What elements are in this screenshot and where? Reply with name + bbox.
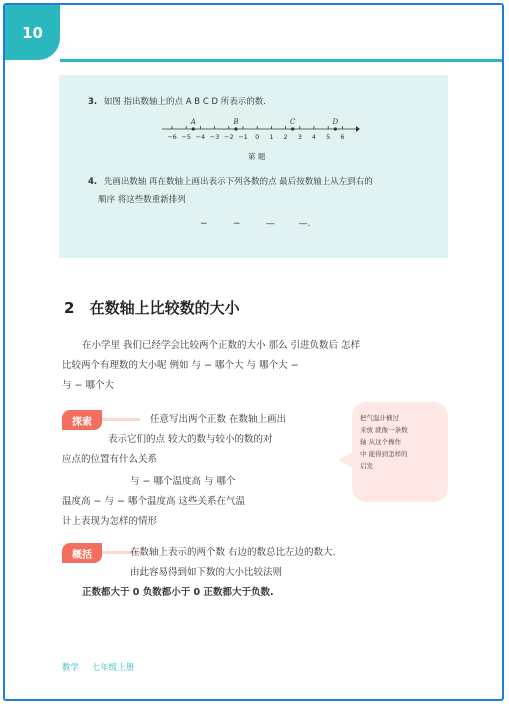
summary-tag: 概括 (62, 543, 102, 563)
intro-line-3: 与 − 哪个大 (62, 380, 114, 391)
section-number: 2 (64, 299, 75, 317)
explore-line-4: 与 − 哪个温度高 与 哪个 (130, 476, 236, 487)
footer-grade: 七年级上册 (91, 663, 135, 673)
exercise-4-number: 4. (88, 177, 98, 187)
intro-line-2: 比较两个有理数的大小呢 例如 与 − 哪个大 与 哪个大 − (62, 360, 299, 371)
header-rule (60, 59, 502, 62)
number-line-tick-label: 2 (283, 133, 288, 141)
number-line-point (291, 127, 294, 130)
hint-bubble-tail (338, 452, 353, 468)
number-line-tick-label: 4 (311, 133, 317, 141)
summary-line-2: 由此容易得到如下数的大小比较法则 (130, 567, 283, 578)
hint-bubble (352, 402, 448, 502)
number-line-arrow (356, 126, 360, 132)
number-line-tick-label: −4 (195, 133, 206, 141)
hint-line-3: 轴 从这个操作 (360, 438, 402, 446)
exercise-4-line2: 顺序 将这些数重新排列 (98, 195, 186, 205)
number-line-tick-label: 5 (326, 133, 331, 141)
hint-line-2: 来放 就像一条数 (360, 426, 408, 434)
number-line-tick-label: −2 (224, 133, 234, 141)
exercise-3-number: 3. (88, 97, 98, 107)
blank-1: − (200, 219, 208, 229)
number-line-tick-label: 6 (340, 133, 345, 141)
header-band (5, 5, 502, 63)
exercise-3 (88, 95, 266, 107)
exercise-4-answer-blanks (200, 219, 329, 229)
exercise-4 (88, 175, 373, 187)
number-line-point (192, 127, 195, 130)
number-line-point-label: B (233, 118, 239, 126)
exercise-4-line1: 先画出数轴 再在数轴上画出表示下列各数的点 最后按数轴上从左到右的 (103, 177, 373, 187)
explore-tag: 探索 (62, 410, 102, 430)
explore-line-5: 温度高 − 与 − 哪个温度高 这些关系在气温 (62, 496, 246, 507)
hint-line-1: 把气温计横过 (360, 414, 399, 422)
footer-subject: 数学 (62, 663, 80, 673)
explore-line-6: 计上表现为怎样的情形 (62, 516, 158, 527)
number-line-tick-label: −3 (209, 133, 220, 141)
number-line-caption: 第 题 (248, 152, 266, 161)
number-line-point-label: C (290, 118, 296, 126)
blank-3: — (265, 219, 275, 229)
summary-line-1: 在数轴上表示的两个数 右边的数总比左边的数大. (130, 547, 336, 558)
explore-line-1: 任意写出两个正数 在数轴上画出 (150, 414, 287, 425)
explore-line-2: 表示它们的点 较大的数与较小的数的对 (108, 434, 273, 445)
section-title: 在数轴上比较数的大小 (89, 299, 240, 317)
number-line-point-label: A (190, 118, 196, 126)
number-line-tick-label: 3 (297, 133, 302, 141)
intro-line-1: 在小学里 我们已经学会比较两个正数的大小 那么 引进负数后 怎样 (82, 340, 361, 351)
section-heading (64, 297, 240, 318)
blank-4: —. (298, 219, 311, 229)
page-number: 10 (5, 5, 60, 60)
exercise-3-text: 如图 指出数轴上的点 A B C D 所表示的数. (103, 97, 266, 107)
number-line-tick-label: −1 (238, 133, 248, 141)
hint-line-4: 中 能得到怎样的 (360, 450, 408, 458)
number-line-tick-label: −6 (167, 133, 177, 141)
number-line-tick-label: 0 (255, 133, 260, 141)
number-line-tick-label: 1 (269, 133, 274, 141)
number-line-point (234, 127, 237, 130)
blank-2: − (232, 219, 241, 229)
number-line (160, 117, 360, 163)
summary-rule: 正数都大于 0 负数都小于 0 正数都大于负数. (82, 587, 274, 598)
hint-line-5: 启发 (360, 462, 373, 470)
number-line-point (334, 127, 337, 130)
number-line-point-label: D (332, 118, 339, 126)
explore-line-3: 应点的位置有什么关系 (62, 454, 158, 465)
number-line-tick-label: −5 (181, 133, 191, 141)
page-footer (62, 661, 144, 673)
